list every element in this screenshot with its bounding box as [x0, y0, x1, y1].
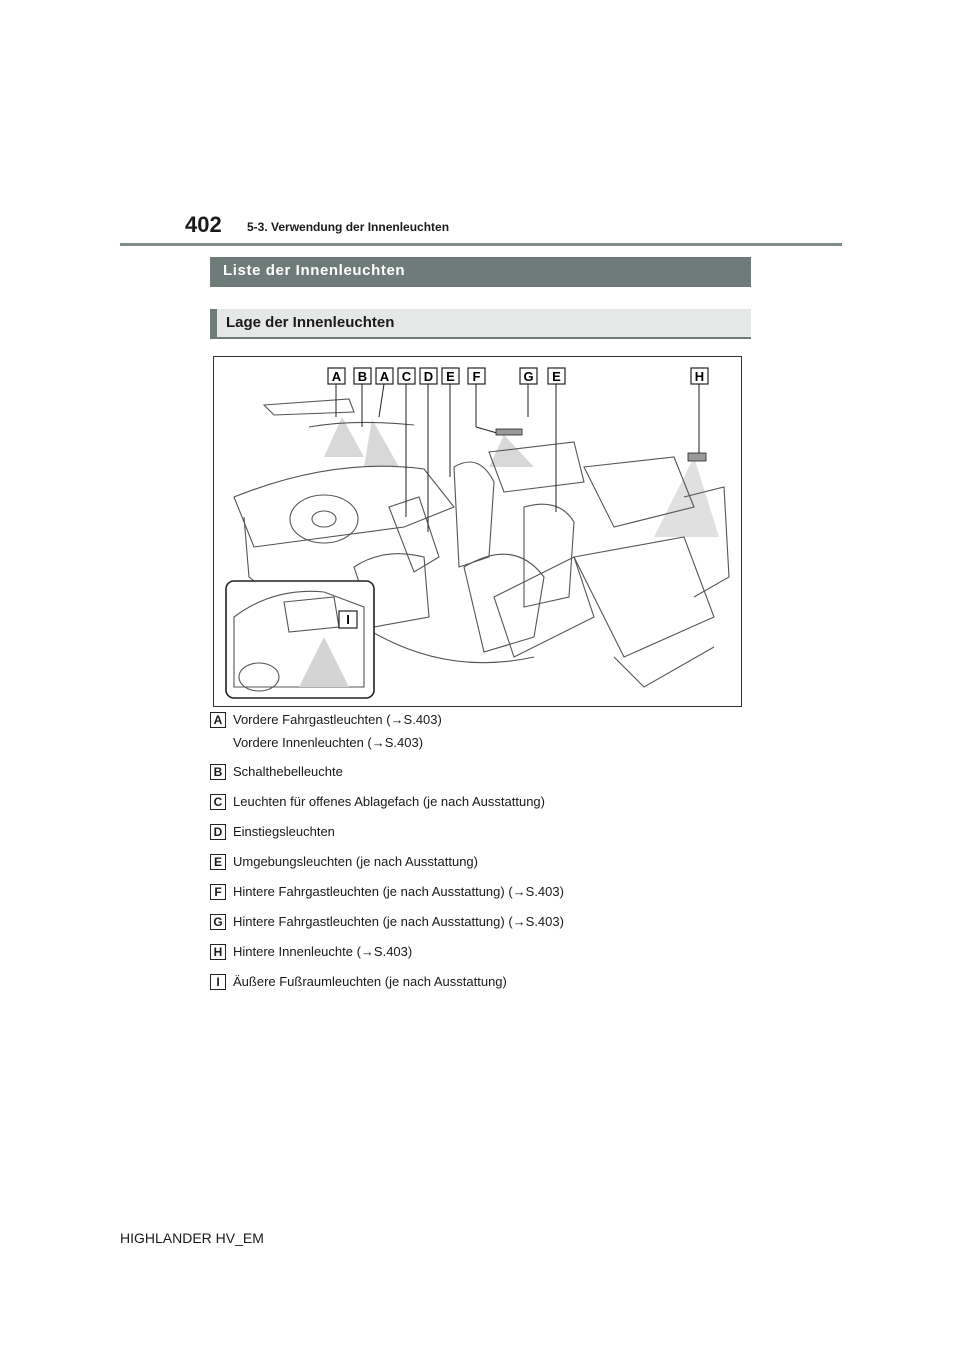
legend-text: Umgebungsleuchten (je nach Ausstattung): [233, 854, 478, 869]
footer-model: HIGHLANDER HV_EM: [120, 1230, 264, 1246]
callout-label: [442, 368, 459, 384]
legend-key: B: [210, 764, 226, 780]
inset-callout-label: [339, 611, 357, 628]
svg-text:I: I: [346, 612, 350, 627]
legend-key: A: [210, 712, 226, 728]
callout-label: [354, 368, 371, 384]
svg-text:F: F: [472, 369, 481, 384]
legend-key: I: [210, 974, 226, 990]
legend-text: Vordere Innenleuchten (→S.403): [233, 735, 424, 750]
legend-text: Vordere Fahrgastleuchten (→S.403): [233, 712, 442, 727]
callout-label: [328, 368, 345, 384]
callout-label: [398, 368, 415, 384]
legend-item: [210, 942, 750, 972]
legend-item: [210, 822, 750, 852]
legend-item: [210, 792, 750, 822]
legend-item: [210, 882, 750, 912]
legend: [210, 710, 750, 1002]
header-divider: [120, 243, 842, 246]
interior-lights-illustration: [213, 356, 742, 707]
page-number: 402: [185, 212, 222, 237]
callout-label: [548, 368, 565, 384]
page-subtitle: Lage der Innenleuchten: [210, 309, 751, 339]
callout-label: [376, 368, 393, 384]
legend-text: Schalthebelleuchte: [233, 764, 343, 779]
svg-text:H: H: [694, 369, 705, 384]
legend-text: Hintere Fahrgastleuchten (je nach Ausstattung) (→S.403): [233, 914, 564, 929]
legend-item: [210, 852, 750, 882]
legend-item: [210, 972, 750, 1002]
svg-text:G: G: [523, 369, 534, 384]
legend-key: E: [210, 854, 226, 870]
callout-label: [691, 368, 708, 384]
legend-key: C: [210, 794, 226, 810]
svg-text:D: D: [423, 369, 434, 384]
callout-label: [420, 368, 437, 384]
car-interior-drawing: [214, 357, 741, 706]
legend-key: D: [210, 824, 226, 840]
svg-text:A: A: [379, 369, 390, 384]
svg-text:E: E: [552, 369, 561, 384]
section-title: 5-3. Verwendung der Innenleuchten: [247, 220, 450, 234]
page-title: Liste der Innenleuchten: [210, 257, 751, 287]
svg-text:E: E: [446, 369, 455, 384]
legend-key: G: [210, 914, 226, 930]
legend-key: H: [210, 944, 226, 960]
callout-label: [468, 368, 485, 384]
callout-label: [520, 368, 537, 384]
legend-text: Hintere Fahrgastleuchten (je nach Ausstattung) (→S.403): [233, 884, 564, 899]
legend-text: Einstiegsleuchten: [233, 824, 335, 839]
legend-key: F: [210, 884, 226, 900]
legend-text: Leuchten für offenes Ablagefach (je nach Ausstattung): [233, 794, 545, 809]
legend-item: [210, 762, 750, 792]
svg-text:C: C: [401, 369, 412, 384]
legend-text: Äußere Fußraumleuchten (je nach Ausstattung): [233, 974, 507, 989]
legend-item: [210, 912, 750, 942]
svg-text:B: B: [357, 369, 368, 384]
svg-text:A: A: [331, 369, 342, 384]
legend-item: [210, 710, 750, 762]
legend-text: Hintere Innenleuchte (→S.403): [233, 944, 413, 959]
